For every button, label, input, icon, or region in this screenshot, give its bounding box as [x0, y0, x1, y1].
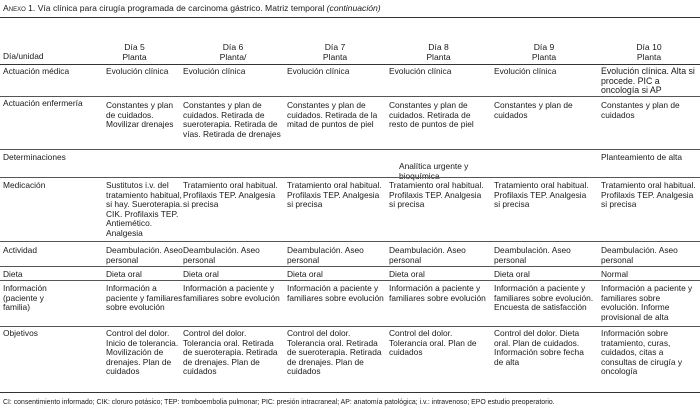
row-divider [0, 241, 700, 242]
cell-medica-d10: Evolución clínica. Alta si procede. PIC a oncología si AP [601, 67, 695, 96]
cell-medica-d8: Evolución clínica [389, 67, 452, 76]
header-day-7: Día 7 Planta [322, 42, 348, 62]
cell-actividad-d9: Deambulación. Aseo personal [494, 246, 571, 265]
cell-medicacion-d6: Tratamiento oral habitual. Profilaxis TEP. Analgesia si precisa [183, 181, 278, 209]
cell-informacion-d8: Información a paciente y familiares sobre evolución [389, 284, 486, 303]
cell-objetivos-d10: Información sobre tratamiento, curas, cuidados, citas a consultas de cirugía y oncología [601, 329, 683, 376]
row-label-actividad: Actividad [3, 245, 37, 255]
cell-enfermeria-d10: Constantes y plan de cuidados [601, 101, 680, 120]
cell-enfermeria-d5: Constantes y plan de cuidados. Movilizar drenajes [106, 101, 174, 129]
cell-objetivos-d7: Control del dolor. Tolerancia oral. Retirada de sueroterapia. Retirada de drenajes. Plan de cuidados [287, 329, 382, 376]
cell-actividad-d10: Deambulación. Aseo personal [601, 246, 678, 265]
bottom-rule [0, 392, 700, 393]
cell-medicacion-d5: Sustitutos i.v. del tratamiento habitual, si hay. Sueroterapia. CIK. Profilaxis TEP. Antiemético. Analgesia [106, 181, 183, 238]
caption-continuation: (continuación) [326, 3, 381, 13]
cell-enfermeria-d9: Constantes y plan de cuidados [494, 101, 573, 120]
cell-objetivos-d5: Control del dolor. Inicio de tolerancia. Movilización de drenajes. Plan de cuidados [106, 329, 179, 376]
row-label-dieta: Dieta [3, 269, 23, 279]
row-label-objetivos: Objetivos [3, 328, 38, 338]
header-day-9: Día 9 Planta [531, 42, 557, 62]
cell-medica-d7: Evolución clínica [287, 67, 350, 76]
cell-actividad-d8: Deambulación. Aseo personal [389, 246, 466, 265]
cell-objetivos-d9: Control del dolor. Dieta oral. Plan de cuidados. Información sobre fecha de alta [494, 329, 584, 367]
header-day-8: Día 8 Planta [426, 42, 451, 62]
cell-dieta-d10: Normal [601, 270, 628, 279]
cell-dieta-d5: Dieta oral [106, 270, 142, 279]
row-divider [0, 280, 700, 281]
cell-actividad-d7: Deambulación. Aseo personal [287, 246, 364, 265]
cell-actividad-d6: Deambulación. Aseo personal [183, 246, 260, 265]
cell-objetivos-d6: Control del dolor. Tolerancia oral. Retirada de sueroterapia. Retirada de drenajes. Plan de cuidados [183, 329, 278, 376]
row-divider [0, 266, 700, 267]
header-day-10: Día 10 Planta [636, 42, 662, 62]
caption-label: Anexo 1. [3, 3, 36, 13]
cell-enfermeria-d8: Constantes y plan de cuidados. Retirada de resto de puntos de piel [389, 101, 474, 129]
cell-informacion-d9: Información a paciente y familiares sobre evolución. Encuesta de satisfacción [494, 284, 594, 312]
cell-determinaciones-d8: Analítica urgente y bioquímica [399, 162, 469, 181]
row-label-medicacion: Medicación [3, 180, 46, 190]
header-rule [0, 64, 700, 65]
row-label-determinaciones: Determinaciones [3, 152, 66, 162]
row-divider [0, 326, 700, 327]
row-label-actuacion-medica: Actuación médica [3, 66, 70, 76]
cell-informacion-d10: Información a paciente y familiares sobre evolución. Informe provisional de alta [601, 284, 693, 322]
row-label-informacion: Información (paciente y familia) [3, 283, 47, 312]
cell-medicacion-d9: Tratamiento oral habitual. Profilaxis TEP. Analgesia si precisa [494, 181, 589, 209]
cell-informacion-d5: Información a paciente y familiares sobre evolución [106, 284, 183, 312]
caption-title: Vía clínica para cirugía programada de carcinoma gástrico. Matriz temporal [37, 3, 325, 13]
footnote: CI: consentimiento informado; CIK: cloruro potásico; TEP: tromboembolia pulmonar; PIC: presión intracraneal; AP: anatomía patológica; i.v.: intravenoso; EPO estudio preoperatorio. [3, 399, 555, 406]
header-row-label: Día/unidad [3, 51, 44, 61]
cell-enfermeria-d7: Constantes y plan de cuidados. Retirada de la mitad de puntos de piel [287, 101, 378, 129]
cell-dieta-d8: Dieta oral [389, 270, 425, 279]
cell-dieta-d9: Dieta oral [494, 270, 530, 279]
row-divider [0, 177, 700, 178]
cell-dieta-d7: Dieta oral [287, 270, 323, 279]
cell-medica-d6: Evolución clínica [183, 67, 246, 76]
top-rule [0, 17, 700, 18]
header-day-6: Día 6 Planta/ [219, 42, 247, 62]
cell-medicacion-d7: Tratamiento oral habitual. Profilaxis TEP. Analgesia si precisa [287, 181, 382, 209]
cell-medica-d5: Evolución clínica [106, 67, 169, 76]
table-caption [3, 3, 381, 13]
cell-determinaciones-d10: Planteamiento de alta [601, 153, 683, 162]
cell-medicacion-d10: Tratamiento oral habitual. Profilaxis TEP. Analgesia si precisa [601, 181, 696, 209]
row-divider [0, 149, 700, 150]
cell-actividad-d5: Deambulación. Aseo personal [106, 246, 183, 265]
cell-informacion-d7: Información a paciente y familiares sobre evolución [287, 284, 384, 303]
row-divider [0, 96, 700, 97]
cell-informacion-d6: Información a paciente y familiares sobre evolución [183, 284, 280, 303]
row-label-actuacion-enfermeria: Actuación enfermería [3, 98, 83, 108]
cell-medicacion-d8: Tratamiento oral habitual. Profilaxis TEP. Analgesia si precisa [389, 181, 484, 209]
header-day-5: Día 5 Planta [122, 42, 147, 62]
cell-objetivos-d8: Control del dolor. Tolerancia oral. Plan de cuidados [389, 329, 477, 357]
cell-enfermeria-d6: Constantes y plan de cuidados. Retirada de sueroterapia. Retirada de vías. Retirada de drenajes [183, 101, 281, 139]
cell-dieta-d6: Dieta oral [183, 270, 219, 279]
cell-medica-d9: Evolución clínica [494, 67, 557, 76]
